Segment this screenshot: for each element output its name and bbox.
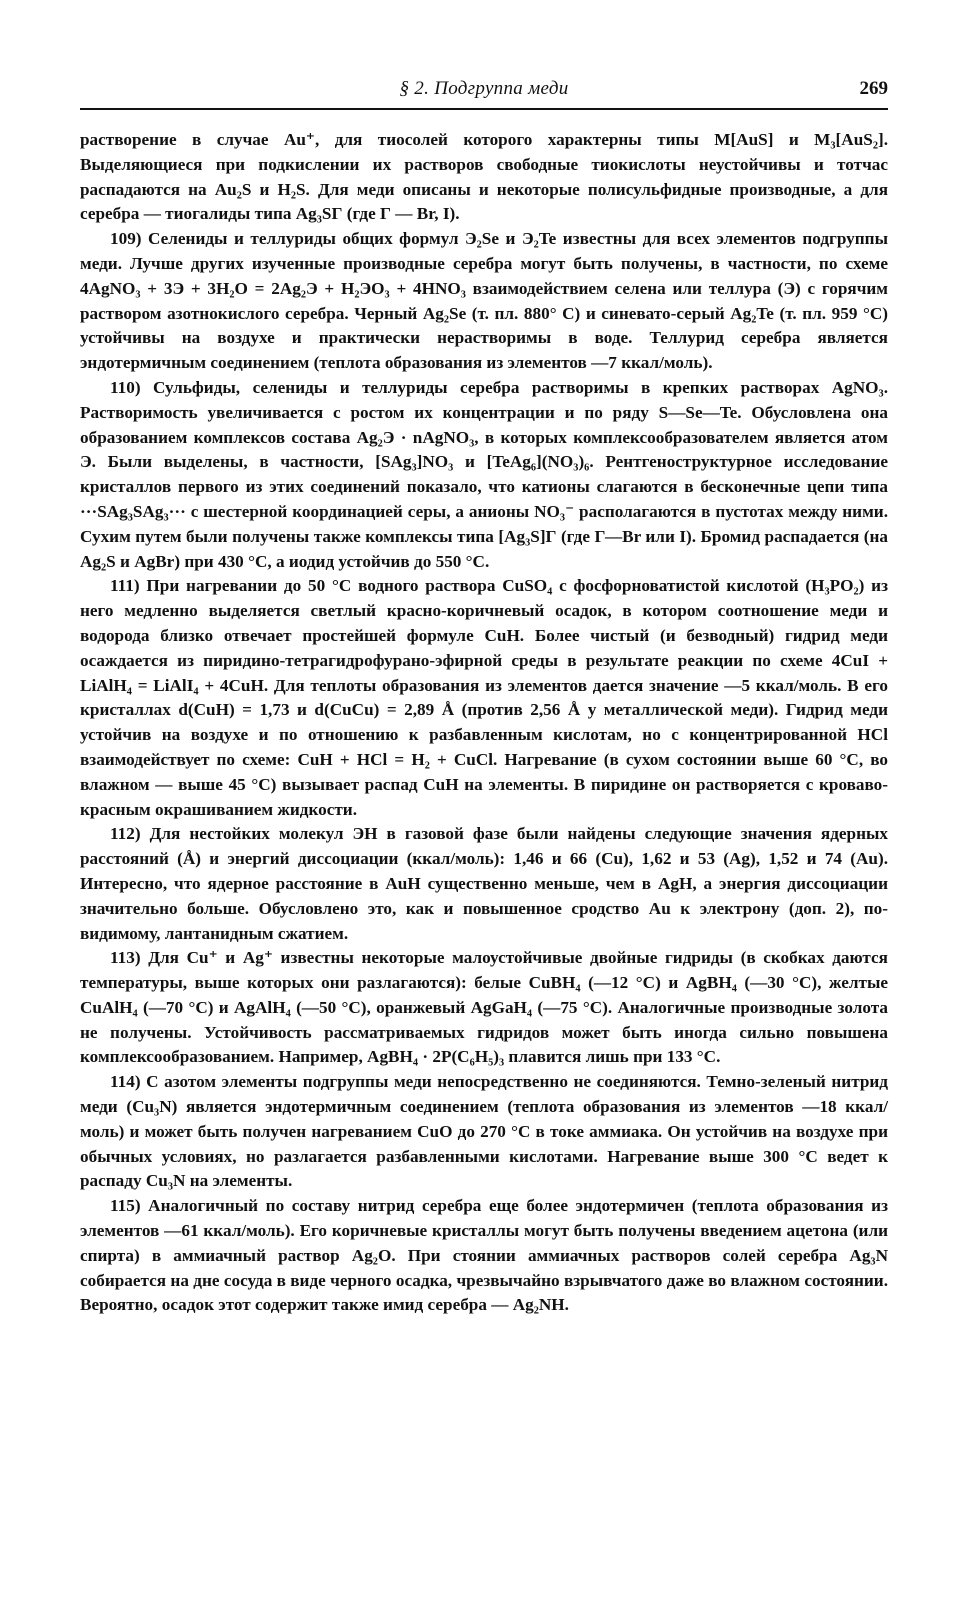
paragraph-continuation: растворение в случае Au⁺, для тиосолей которого характерны типы M[AuS] и M₃[AuS₂]. Выделяющиеся при подкислении их растворов свободные тиокислоты неустойчивы и тотчас распадаются на Au₂S и H₂S. Для меди описаны и некоторые полисульфидные производные, а для серебра — тиогалиды типа Ag₃SГ (где Г — Br, I). [80, 130, 888, 224]
running-header [80, 78, 888, 104]
paragraph-110: 110) Сульфиды, селениды и теллуриды серебра растворимы в крепких растворах AgNO₃. Растворимость увеличивается с ростом их концентрации и по ряду S—Se—Te. Обусловлена она образованием комплексов состава Ag₂Э · nAgNO₃, в которых комплексообразователем является атом Э. Были выделены, в частности, [SAg₃]NO₃ и [TeAg₆](NO₃)₆. Рентгеноструктурное исследование кристаллов первого из этих соединений показало, что катионы слагаются в бесконечные цепи типа ···SAg₃SAg₃··· с шестерной координацией серы, а анионы NO₃⁻ располагаются в пустотах между ними. Сухим путем были получены также комплексы типа [Ag₃S]Г (где Г—Br или I). Бромид распадается (на Ag₂S и AgBr) при 430 °С, а иодид устойчив до 550 °С. [80, 377, 888, 571]
paragraph-109: 109) Селениды и теллуриды общих формул Э₂Se и Э₂Te известны для всех элементов подгруппы меди. Лучше других изученные производные серебра могут быть получены, в частности, по схеме 4AgNO₃ + 3Э + 3H₂O = 2Ag₂Э + H₂ЭO₃ + 4HNO₃ взаимодействием селена или теллура (Э) с горячим раствором азотнокислого серебра. Черный Ag₂Se (т. пл. 880° С) и синевато-серый Ag₂Te (т. пл. 959 °С) устойчивы на воздухе и практически нерастворимы в воде. Теллурид серебра является эндотермичным соединением (теплота образования из элементов —7 ккал/моль). [80, 229, 888, 373]
header-rule [80, 108, 888, 110]
paragraph-114: 114) С азотом элементы подгруппы меди непосредственно не соединяются. Темно-зеленый нитрид меди (Cu₃N) является эндотермичным соединением (теплота образования из элементов —18 ккал/моль) и может быть получен нагреванием CuO до 270 °С в токе аммиака. Он устойчив на воздухе при обычных условиях, но разлагается разбавленными кислотами. Нагревание выше 300 °С ведет к распаду Cu₃N на элементы. [80, 1072, 888, 1191]
paragraph-115: 115) Аналогичный по составу нитрид серебра еще более эндотермичен (теплота образования из элементов —61 ккал/моль). Его коричневые кристаллы могут быть получены введением ацетона (или спирта) в аммиачный раствор Ag₂O. При стоянии аммиачных растворов солей серебра Ag₃N собирается на дне сосуда в виде черного осадка, чрезвычайно взрывчатого даже во влажном состоянии. Вероятно, осадок этот содержит также имид серебра — Ag₂NH. [80, 1196, 888, 1315]
body-text [80, 128, 888, 1318]
section-title: § 2. Подгруппа меди [399, 78, 569, 99]
paragraph-111: 111) При нагревании до 50 °С водного раствора CuSO₄ с фосфорноватистой кислотой (H₃PO₂) из него медленно выделяется светлый красно-коричневый осадок, в котором соотношение меди и водорода близко отвечает простейшей формуле CuH. Более чистый (и безводный) гидрид меди осаждается из пиридино-тетрагидрофурано-эфирной среды в результате реакции по схеме 4CuI + LiAlH₄ = LiAlI₄ + 4CuH. Для теплоты образования из элементов дается значение —5 ккал/моль. В его кристаллах d(CuH) = 1,73 и d(CuCu) = 2,89 Å (против 2,56 Å у металлической меди). Гидрид меди устойчив на воздухе и по отношению к разбавленным кислотам, но с концентрированной HCl взаимодействует по схеме: CuH + HCl = H₂ + CuCl. Нагревание (в сухом состоянии выше 60 °С, во влажном — выше 45 °С) вызывает распад CuH на элементы. В пиридине он растворяется с кроваво-красным окрашиванием жидкости. [80, 576, 888, 819]
paragraph-113: 113) Для Cu⁺ и Ag⁺ известны некоторые малоустойчивые двойные гидриды (в скобках даются температуры, выше которых они разлагаются): белые CuBH₄ (—12 °С) и AgBH₄ (—30 °С), желтые CuAlH₄ (—70 °С) и AgAlH₄ (—50 °С), оранжевый AgGaH₄ (—75 °С). Аналогичные производные золота не получены. Устойчивость рассматриваемых гидридов может быть иногда сильно повышена комплексообразованием. Например, AgBH₄ · 2P(C₆H₅)₃ плавится лишь при 133 °С. [80, 948, 888, 1067]
paragraph-112: 112) Для нестойких молекул ЭH в газовой фазе были найдены следующие значения ядерных расстояний (Å) и энергий диссоциации (ккал/моль): 1,46 и 66 (Cu), 1,62 и 53 (Ag), 1,52 и 74 (Au). Интересно, что ядерное расстояние в AuH существенно меньше, чем в AgH, а энергия диссоциации значительно больше. Обусловлено это, как и повышенное сродство Au к электрону (доп. 2), по-видимому, лантанидным сжатием. [80, 824, 888, 943]
page-number: 269 [859, 78, 888, 99]
